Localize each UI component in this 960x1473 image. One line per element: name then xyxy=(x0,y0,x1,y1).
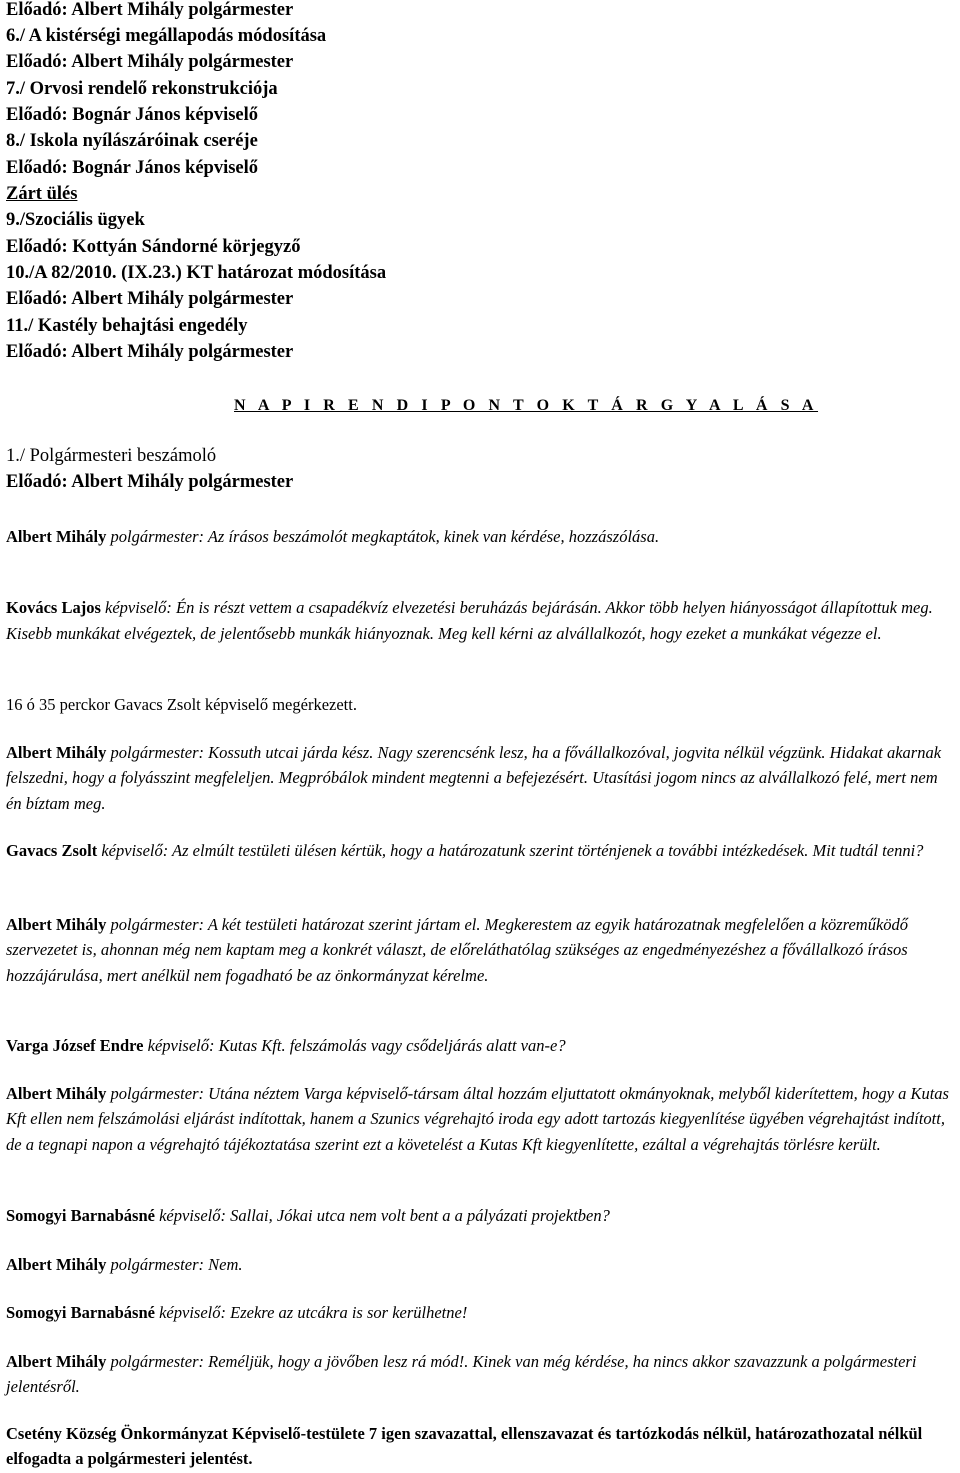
statement-text: Kossuth utcai járda kész. Nagy szerencsénk lesz, ha a fővállalkozóval, jogvita nélkül végzünk. Hidakat akarnak felszedni, hogy a folyásszint megfeleljen. Megpróbálok mindent megtenni a befejezésért. Utasítási jogom nincs az alvállalkozó felé, mert nem én bíztam meg. xyxy=(6,743,942,813)
speaker-name: Albert Mihály xyxy=(6,1084,107,1103)
speaker-role: polgármester: xyxy=(106,1255,204,1274)
statement-text: Az elmúlt testületi ülésen kértük, hogy a határozatunk szerint történjenek a további intézkedések. Mit tudtál tenni? xyxy=(168,841,924,860)
statement-text: Nem. xyxy=(204,1255,243,1274)
speaker-role: polgármester: xyxy=(106,1352,204,1371)
speaker-name: Albert Mihály xyxy=(6,915,107,934)
speaker-name: Albert Mihály xyxy=(6,527,107,546)
speaker-name: Kovács Lajos xyxy=(6,598,101,618)
minutes-entry xyxy=(6,1033,950,1058)
agenda-line: Előadó: Bognár János képviselő xyxy=(6,105,259,125)
agenda-line: Előadó: Albert Mihály polgármester xyxy=(6,52,294,72)
agenda-line: Előadó: Kottyán Sándorné körjegyző xyxy=(6,237,301,257)
statement-text: Kutas Kft. felszámolás vagy csődeljárás alatt van-e? xyxy=(214,1036,566,1055)
speaker-name: Gavacs Zsolt xyxy=(6,841,98,860)
speaker-role: polgármester: xyxy=(106,915,204,934)
minutes-entry xyxy=(6,838,950,863)
topic-title: 1./ Polgármesteri beszámoló xyxy=(6,446,217,466)
speaker-role: polgármester: xyxy=(106,527,204,546)
speaker-role: képviselő: xyxy=(154,1303,226,1322)
minutes-entry xyxy=(6,912,950,988)
statement-text: Reméljük, hogy a jövőben lesz rá mód!. Kinek van még kérdése, ha nincs akkor szavazzunk a polgármesteri jelentésről. xyxy=(6,1352,917,1397)
agenda-line: 9./Szociális ügyek xyxy=(6,210,145,230)
speaker-role: képviselő: xyxy=(97,841,169,860)
resolution-text: Csetény Község Önkormányzat Képviselő-testülete 7 igen szavazattal, ellenszavazat és tartózkodás nélkül, határozathozatal nélkül elfogadta a polgármesteri jelentést. xyxy=(6,1424,923,1469)
agenda-line: 10./A 82/2010. (IX.23.) KT határozat módosítása xyxy=(6,263,387,283)
speaker-name: Albert Mihály xyxy=(6,1255,107,1274)
speaker-role: polgármester: xyxy=(106,1084,204,1103)
speaker-name: Albert Mihály xyxy=(6,743,107,762)
arrival-note: 16 ó 35 perckor Gavacs Zsolt képviselő megérkezett. xyxy=(6,695,357,714)
minutes-entry xyxy=(6,570,950,646)
speaker-role: képviselő: xyxy=(100,598,172,618)
minutes-entry xyxy=(6,740,950,816)
minutes-entry xyxy=(6,1300,950,1325)
statement-text: Én is részt vettem a csapadékvíz elvezetési beruházás bejárásán. Akkor több helyen hiányosságot állapítottuk meg. Kisebb munkákat elvégeztek, de jelentősebb munkák hiányoznak. Meg kell kérni az alvállalkozót, hogy ezeket a munkákat végezze el. xyxy=(6,598,933,643)
agenda-line: 11./ Kastély behajtási engedély xyxy=(6,316,248,336)
statement-text: Sallai, Jókai utca nem volt bent a a pályázati projektben? xyxy=(226,1206,610,1225)
agenda-line: Előadó: Bognár János képviselő xyxy=(6,158,259,178)
minutes-entry xyxy=(6,524,950,549)
speaker-name: Somogyi Barnabásné xyxy=(6,1303,155,1322)
speaker-role: képviselő: xyxy=(143,1036,215,1055)
speaker-role: polgármester: xyxy=(106,743,204,762)
minutes-entry xyxy=(6,1203,950,1228)
statement-text: Ezekre az utcákra is sor kerülhetne! xyxy=(226,1303,468,1322)
speaker-role: képviselő: xyxy=(154,1206,226,1225)
closed-session-label: Zárt ülés xyxy=(6,184,78,204)
speaker-name: Somogyi Barnabásné xyxy=(6,1206,155,1225)
minutes-entry xyxy=(6,1081,950,1157)
statement-text: Utána néztem Varga képviselő-társam által hozzám eljuttatott okmányoknak, melyből kiderítettem, hogy a Kutas Kft ellen nem felszámolási eljárást indítottak, hanem a Szunics végrehajtó iroda egy adott tartozás kiegyenlítése ügyében végrehajtást indított, de a tegnapi napon a végrehajtó tájékoztatása szerint ezt a követelést a Kutas Kft kiegyenlítette, ezáltal a végrehajtás törlésre került. xyxy=(6,1084,949,1154)
speaker-name: Varga József Endre xyxy=(6,1036,144,1055)
minutes-entry xyxy=(6,1252,950,1277)
agenda-line: Előadó: Albert Mihály polgármester xyxy=(6,0,294,20)
speaker-name: Albert Mihály xyxy=(6,1352,107,1371)
statement-text: A két testületi határozat szerint jártam el. Megkerestem az egyik határozatnak megfelelően a közreműködő szervezetet is, ahonnan még nem kaptam meg a konkrét választ, de előreláthatólag szükséges az engedményezéshez a fővállalkozó írásos hozzájárulása, mert anélkül nem fogadható be az önkormányzat kérelme. xyxy=(6,915,909,985)
agenda-line: 7./ Orvosi rendelő rekonstrukciója xyxy=(6,79,278,99)
statement-text: Az írásos beszámolót megkaptátok, kinek van kérdése, hozzászólása. xyxy=(204,527,660,546)
section-heading: N A P I R E N D I P O N T O K T Á R G Y A L Á S A xyxy=(234,397,819,414)
agenda-line: 6./ A kistérségi megállapodás módosítása xyxy=(6,26,327,46)
minutes-entry xyxy=(6,1349,950,1400)
topic-presenter: Előadó: Albert Mihály polgármester xyxy=(6,472,294,492)
agenda-line: Előadó: Albert Mihály polgármester xyxy=(6,289,294,309)
agenda-line: 8./ Iskola nyílászáróinak cseréje xyxy=(6,131,258,151)
agenda-line: Előadó: Albert Mihály polgármester xyxy=(6,342,294,362)
